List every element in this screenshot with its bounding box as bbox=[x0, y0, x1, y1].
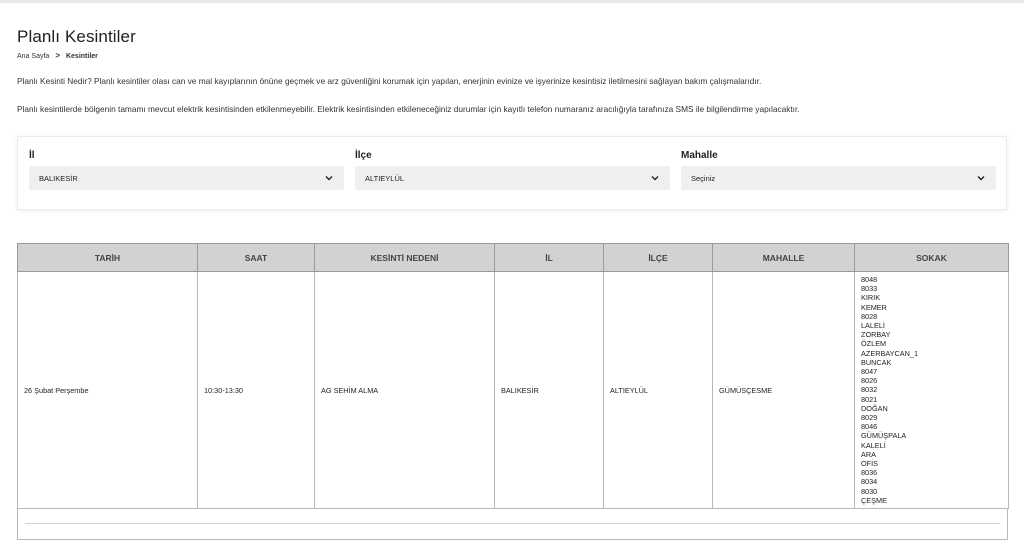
chevron-down-icon bbox=[650, 173, 660, 183]
street-item: ÖZLEM bbox=[861, 339, 887, 349]
outages-table bbox=[17, 243, 1009, 509]
breadcrumb-home-link[interactable]: Ana Sayfa bbox=[17, 52, 50, 60]
chevron-down-icon bbox=[976, 173, 986, 183]
street-item: OFİS bbox=[861, 459, 879, 469]
il-select-value: BALIKESİR bbox=[39, 173, 78, 183]
street-item: ÇEŞME bbox=[861, 495, 887, 505]
cell-mahalle: GÜMÜSÇESME bbox=[713, 272, 855, 509]
street-item: GÜMÜŞPALA bbox=[861, 431, 907, 441]
street-item: KIRIK bbox=[861, 293, 881, 303]
column-header-ilce: İLÇE bbox=[604, 244, 713, 272]
filter-il-label: İl bbox=[29, 150, 35, 161]
street-item: 8046 bbox=[861, 422, 878, 432]
filter-il bbox=[29, 150, 344, 190]
street-item: AZERBAYCAN_1 bbox=[861, 348, 919, 358]
street-list bbox=[861, 275, 1002, 505]
column-header-saat: SAAT bbox=[198, 244, 315, 272]
street-item: 8048 bbox=[861, 275, 878, 284]
filter-ilce bbox=[355, 150, 670, 190]
column-header-tarih: TARİH bbox=[18, 244, 198, 272]
table-header-row bbox=[18, 244, 1009, 272]
street-item: 8036 bbox=[861, 468, 878, 478]
street-item: 8034 bbox=[861, 477, 878, 487]
chevron-down-icon bbox=[324, 173, 334, 183]
street-item: 8047 bbox=[861, 367, 878, 377]
street-item: BUNCAK bbox=[861, 357, 892, 367]
ilce-select[interactable] bbox=[355, 166, 670, 190]
cell-saat: 10:30-13:30 bbox=[198, 272, 315, 509]
cell-kesinti-nedeni: AG SEHİM ALMA bbox=[315, 272, 495, 509]
cell-il: BALIKESİR bbox=[495, 272, 604, 509]
table-footer bbox=[17, 508, 1008, 540]
street-item: 8021 bbox=[861, 394, 878, 404]
cell-tarih: 26 Şubat Perşembe bbox=[18, 272, 198, 509]
mahalle-select-value: Seçiniz bbox=[691, 173, 716, 183]
ilce-select-value: ALTIEYLÜL bbox=[365, 173, 405, 183]
street-item: ARA bbox=[861, 449, 877, 459]
top-border bbox=[0, 0, 1024, 3]
intro-paragraph-definition: Planlı Kesinti Nedir? Planlı kesintiler olası can ve mal kayıplarının önüne geçmek ve arz güvenliğini korumak için yapılan, enerjinin evinize ve işyerinize kesintisiz iletilmesini sağlayan bakım çalışmalarıdır. bbox=[17, 76, 762, 86]
street-item: LALELİ bbox=[861, 321, 885, 331]
street-item: 8029 bbox=[861, 413, 878, 423]
column-header-kesinti-nedeni: KESİNTİ NEDENİ bbox=[315, 244, 495, 272]
street-item: 8033 bbox=[861, 284, 878, 294]
street-item: KEMER bbox=[861, 302, 887, 312]
street-item: 8028 bbox=[861, 311, 878, 321]
cell-sokak bbox=[855, 272, 1009, 509]
mahalle-select[interactable] bbox=[681, 166, 996, 190]
street-item: ZORBAY bbox=[861, 330, 891, 340]
page-title: Planlı Kesintiler bbox=[17, 27, 136, 46]
breadcrumb-current: Kesintiler bbox=[65, 52, 98, 60]
column-header-sokak: SOKAK bbox=[855, 244, 1009, 272]
street-item: 8032 bbox=[861, 385, 878, 395]
intro-paragraph-sms-info: Planlı kesintilerde bölgenin tamamı mevcut elektrik kesintisinden etkilenmeyebilir. Elektrik kesintisinden etkileneceğiniz durumlar için kayıtlı telefon numaranız aracılığıyla tarafınıza SMS ile bilgilendirme yapılacaktır. bbox=[17, 104, 800, 114]
footer-divider bbox=[25, 523, 1000, 524]
filter-panel bbox=[17, 136, 1007, 210]
cell-ilce: ALTIEYLÜL bbox=[604, 272, 713, 509]
street-item: DOĞAN bbox=[861, 403, 888, 413]
column-header-il: İL bbox=[495, 244, 604, 272]
street-item: KALELİ bbox=[861, 440, 886, 450]
filter-mahalle bbox=[681, 150, 996, 190]
breadcrumb bbox=[17, 52, 98, 60]
filter-mahalle-label: Mahalle bbox=[681, 150, 718, 161]
street-item: 8030 bbox=[861, 486, 878, 496]
table-row bbox=[18, 272, 1009, 509]
chevron-right-icon: > bbox=[55, 51, 60, 60]
il-select[interactable] bbox=[29, 166, 344, 190]
street-item: 8026 bbox=[861, 376, 878, 386]
column-header-mahalle: MAHALLE bbox=[713, 244, 855, 272]
filter-ilce-label: İlçe bbox=[355, 150, 372, 161]
